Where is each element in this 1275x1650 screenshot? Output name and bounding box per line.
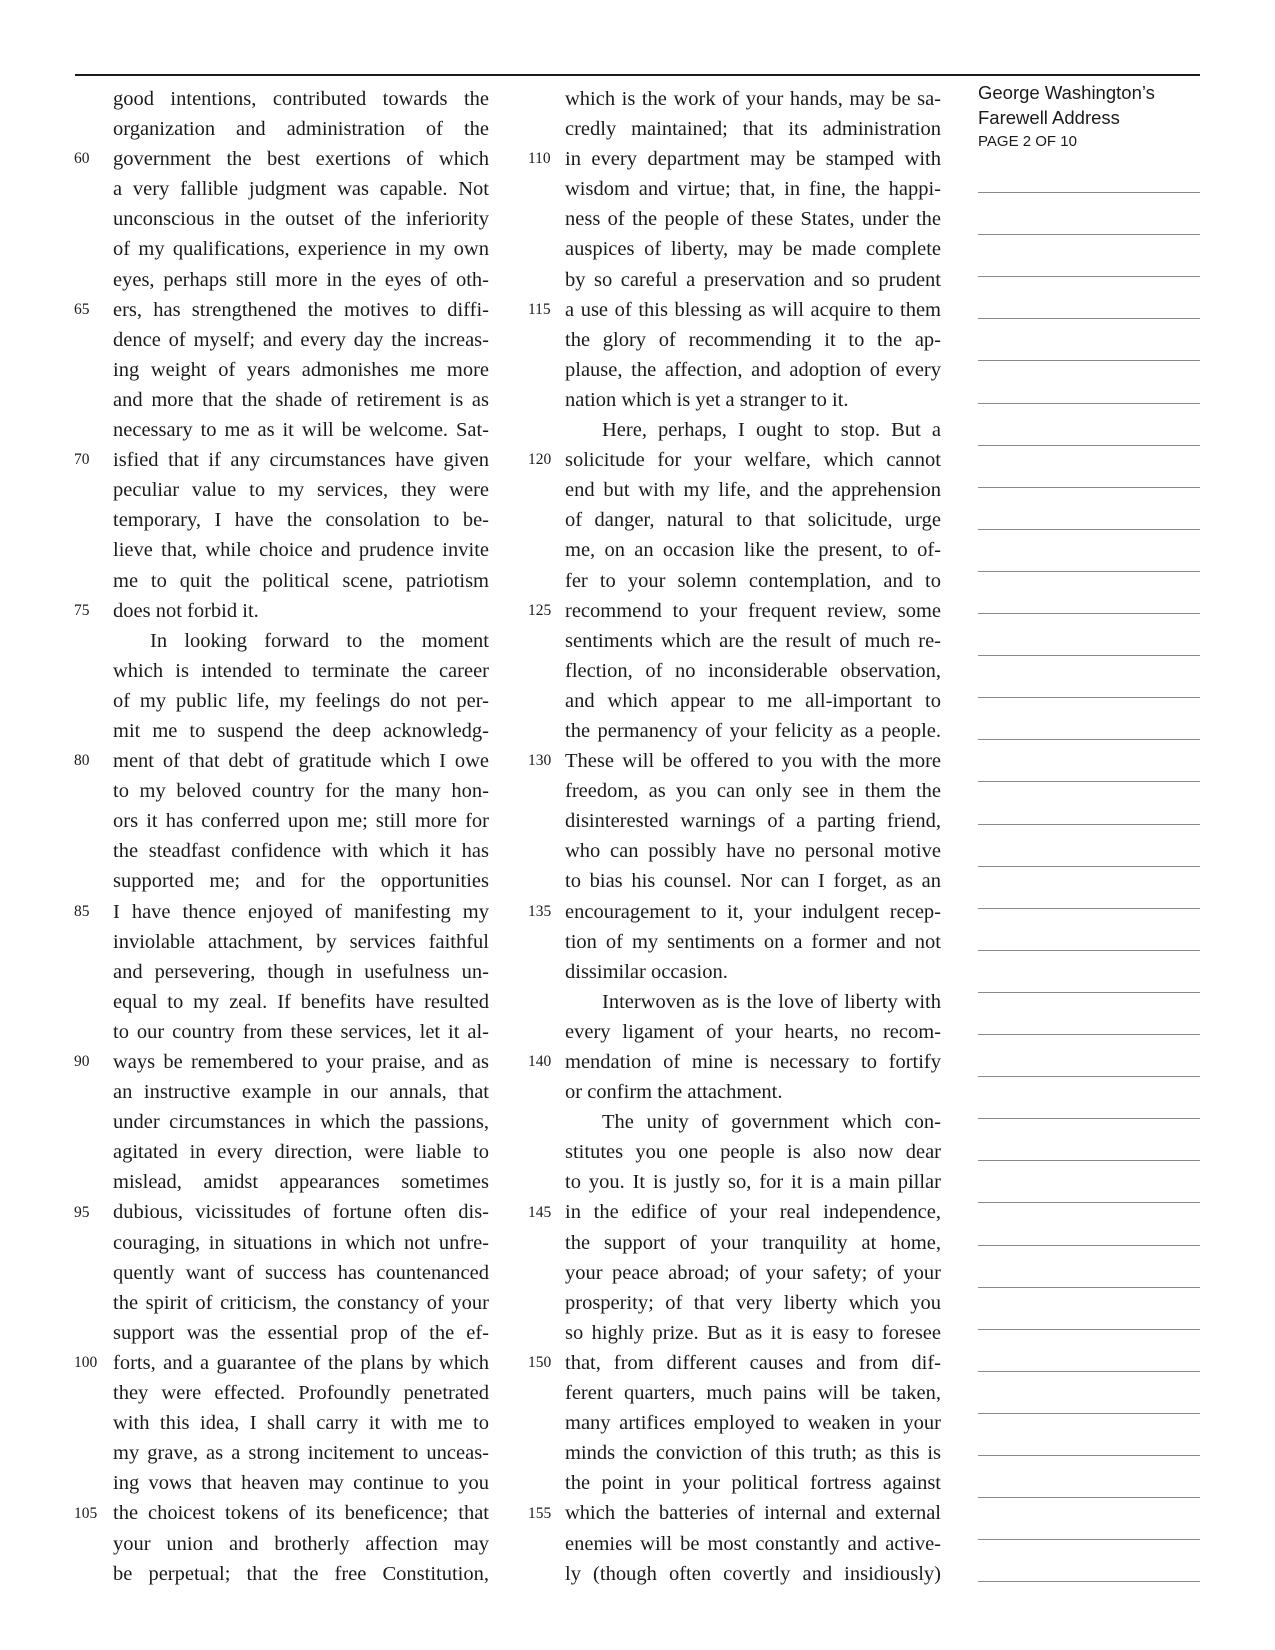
text-line: dence of myself; and every day the increas- xyxy=(113,328,489,351)
text-line: Interwoven as is the love of liberty with xyxy=(602,990,941,1013)
text-line: a very fallible judgment was capable. Not xyxy=(113,178,489,201)
line-number: 125 xyxy=(528,601,552,619)
text-line: equal to my zeal. If benefits have resulted xyxy=(113,990,489,1013)
text-line: and persevering, though in usefulness un- xyxy=(113,960,489,983)
text-line: of danger, natural to that solicitude, urge xyxy=(565,509,941,532)
text-line: disinterested warnings of a parting friend, xyxy=(565,810,941,833)
document-title: George Washington’s Farewell Address xyxy=(978,82,1155,128)
text-line: which is the work of your hands, may be sa- xyxy=(565,88,941,110)
text-line: the point in your political fortress against xyxy=(565,1472,941,1495)
text-line: an instructive example in our annals, that xyxy=(113,1081,489,1104)
text-line: many artifices employed to weaken in your xyxy=(565,1412,941,1435)
text-line: that, from different causes and from dif- xyxy=(565,1351,941,1374)
text-line: ors it has conferred upon me; still more for xyxy=(113,810,489,833)
line-number: 130 xyxy=(528,752,552,770)
text-line: ways be remembered to your praise, and as xyxy=(113,1051,489,1073)
note-rule xyxy=(978,992,1200,993)
text-line: me to quit the political scene, patriotism xyxy=(113,569,489,592)
note-rule xyxy=(978,1581,1200,1582)
note-rule xyxy=(978,445,1200,446)
text-line: couraging, in situations in which not unfre- xyxy=(113,1231,489,1254)
note-rule xyxy=(978,739,1200,740)
text-line: my grave, as a strong incitement to unceas- xyxy=(113,1442,489,1465)
header-rule xyxy=(75,74,1200,76)
text-line: mit me to suspend the deep acknowledg- xyxy=(113,719,489,742)
text-line: in every department may be stamped with xyxy=(565,148,941,171)
note-rule xyxy=(978,1160,1200,1161)
text-line: your peace abroad; of your safety; of your xyxy=(565,1261,941,1284)
text-line: agitated in every direction, were liable to xyxy=(113,1141,489,1164)
document-sidebar xyxy=(978,80,1200,153)
line-number: 100 xyxy=(74,1354,98,1372)
line-number: 140 xyxy=(528,1053,552,1071)
line-number: 145 xyxy=(528,1203,552,1221)
line-number: 110 xyxy=(528,150,551,168)
text-line: support was the essential prop of the ef- xyxy=(113,1321,489,1344)
text-line: ing vows that heaven may continue to you xyxy=(113,1472,489,1495)
text-line: fer to your solemn contemplation, and to xyxy=(565,569,941,592)
text-line: they were effected. Profoundly penetrated xyxy=(113,1382,489,1405)
note-rule xyxy=(978,1413,1200,1414)
text-line: ferent quarters, much pains will be taken, xyxy=(565,1382,941,1405)
text-line: isfied that if any circumstances have given xyxy=(113,449,489,472)
text-line: I have thence enjoyed of manifesting my xyxy=(113,900,489,923)
text-line: who can possibly have no personal motive xyxy=(565,840,941,863)
text-line: every ligament of your hearts, no recom- xyxy=(565,1020,941,1043)
note-rule xyxy=(978,1329,1200,1330)
text-line: wisdom and virtue; that, in fine, the happi- xyxy=(565,178,941,201)
text-line: ing weight of years admonishes me more xyxy=(113,358,489,381)
note-rule xyxy=(978,276,1200,277)
line-number: 65 xyxy=(74,300,90,318)
text-line: Here, perhaps, I ought to stop. But a xyxy=(602,419,941,442)
text-line: mislead, amidst appearances sometimes xyxy=(113,1171,489,1194)
text-line: nation which is yet a stranger to it. xyxy=(565,388,849,411)
text-line: and which appear to me all-important to xyxy=(565,689,941,712)
note-rule xyxy=(978,1076,1200,1077)
text-line: enemies will be most constantly and active- xyxy=(565,1532,941,1555)
text-line: end but with my life, and the apprehension xyxy=(565,479,941,502)
note-rule xyxy=(978,1202,1200,1203)
text-line: recommend to your frequent review, some xyxy=(565,599,941,622)
note-rule xyxy=(978,781,1200,782)
text-line: ly (though often covertly and insidiously) xyxy=(565,1562,941,1585)
text-line: under circumstances in which the passions, xyxy=(113,1111,489,1134)
text-line: mendation of mine is necessary to fortify xyxy=(565,1051,941,1073)
text-line: dubious, vicissitudes of fortune often dis- xyxy=(113,1201,489,1224)
note-rule xyxy=(978,1287,1200,1288)
note-rule xyxy=(978,571,1200,572)
text-line: The unity of government which con- xyxy=(602,1111,941,1134)
note-rule xyxy=(978,950,1200,951)
text-line: to you. It is justly so, for it is a main pillar xyxy=(565,1171,941,1194)
text-line: government the best exertions of which xyxy=(113,148,489,171)
text-line: or confirm the attachment. xyxy=(565,1081,783,1104)
text-line: credly maintained; that its administration xyxy=(565,118,941,141)
text-line: These will be offered to you with the more xyxy=(565,750,941,773)
text-line: solicitude for your welfare, which cannot xyxy=(565,449,941,472)
note-rule xyxy=(978,1034,1200,1035)
page-indicator: PAGE 2 OF 10 xyxy=(978,133,1077,150)
line-number: 80 xyxy=(74,752,90,770)
note-rule xyxy=(978,318,1200,319)
text-line: of my public life, my feelings do not per- xyxy=(113,689,489,712)
text-line: peculiar value to my services, they were xyxy=(113,479,489,502)
text-line: minds the conviction of this truth; as this is xyxy=(565,1442,941,1465)
text-line: organization and administration of the xyxy=(113,118,489,141)
text-line: ers, has strengthened the motives to diffi- xyxy=(113,298,489,321)
text-line: the glory of recommending it to the ap- xyxy=(565,328,941,351)
line-number: 155 xyxy=(528,1504,552,1522)
note-rule xyxy=(978,1371,1200,1372)
text-line: me, on an occasion like the present, to of- xyxy=(565,539,941,562)
note-rule xyxy=(978,697,1200,698)
text-line: in the edifice of your real independence, xyxy=(565,1201,941,1224)
text-line: lieve that, while choice and prudence invite xyxy=(113,539,489,562)
text-line: which the batteries of internal and external xyxy=(565,1502,941,1525)
note-rule xyxy=(978,1455,1200,1456)
line-number: 90 xyxy=(74,1053,90,1071)
text-line: temporary, I have the consolation to be- xyxy=(113,509,489,532)
line-number: 75 xyxy=(74,601,90,619)
note-rule xyxy=(978,1245,1200,1246)
text-line: which is intended to terminate the career xyxy=(113,659,489,682)
text-line: ness of the people of these States, under the xyxy=(565,208,941,231)
text-line: stitutes you one people is also now dear xyxy=(565,1141,941,1164)
note-rule xyxy=(978,360,1200,361)
text-line: quently want of success has countenanced xyxy=(113,1261,489,1284)
text-line: eyes, perhaps still more in the eyes of oth- xyxy=(113,268,489,291)
text-line: by so careful a preservation and so prudent xyxy=(565,268,941,291)
text-line: of my qualifications, experience in my own xyxy=(113,238,489,261)
text-line: and more that the shade of retirement is as xyxy=(113,388,489,411)
note-rule xyxy=(978,1118,1200,1119)
note-rule xyxy=(978,234,1200,235)
text-line: encouragement to it, your indulgent recep- xyxy=(565,900,941,923)
text-line: your union and brotherly affection may xyxy=(113,1532,489,1555)
text-line: the spirit of criticism, the constancy of your xyxy=(113,1291,489,1314)
text-line: to my beloved country for the many hon- xyxy=(113,780,489,803)
note-rule xyxy=(978,529,1200,530)
text-line: does not forbid it. xyxy=(113,599,259,622)
text-line: good intentions, contributed towards the xyxy=(113,88,489,110)
text-line: necessary to me as it will be welcome. Sat- xyxy=(113,419,489,442)
text-line: to bias his counsel. Nor can I forget, as an xyxy=(565,870,941,893)
text-line: tion of my sentiments on a former and not xyxy=(565,930,941,953)
text-line: unconscious in the outset of the inferiority xyxy=(113,208,489,231)
text-line: so highly prize. But as it is easy to foresee xyxy=(565,1321,941,1344)
note-rule xyxy=(978,1539,1200,1540)
note-rule xyxy=(978,824,1200,825)
note-rule xyxy=(978,613,1200,614)
line-number: 60 xyxy=(74,150,90,168)
text-line: be perpetual; that the free Constitution, xyxy=(113,1562,489,1585)
text-line: forts, and a guarantee of the plans by which xyxy=(113,1351,489,1374)
text-line: the support of your tranquility at home, xyxy=(565,1231,941,1254)
text-line: a use of this blessing as will acquire to them xyxy=(565,298,941,321)
text-column-left xyxy=(113,84,489,1589)
note-rule xyxy=(978,1497,1200,1498)
note-rule xyxy=(978,192,1200,193)
text-line: supported me; and for the opportunities xyxy=(113,870,489,893)
text-line: to our country from these services, let it al- xyxy=(113,1020,489,1043)
line-number: 105 xyxy=(74,1504,98,1522)
text-line: the steadfast confidence with which it has xyxy=(113,840,489,863)
text-line: with this idea, I shall carry it with me to xyxy=(113,1412,489,1435)
text-line: In looking forward to the moment xyxy=(150,629,489,652)
note-rule xyxy=(978,655,1200,656)
line-number: 115 xyxy=(528,300,551,318)
line-number: 85 xyxy=(74,902,90,920)
text-line: freedom, as you can only see in them the xyxy=(565,780,941,803)
line-number: 150 xyxy=(528,1354,552,1372)
line-number: 70 xyxy=(74,451,90,469)
line-number: 95 xyxy=(74,1203,90,1221)
text-line: auspices of liberty, may be made complete xyxy=(565,238,941,261)
text-line: inviolable attachment, by services faithful xyxy=(113,930,489,953)
line-number: 120 xyxy=(528,451,552,469)
note-rule xyxy=(978,866,1200,867)
text-column-right xyxy=(565,84,941,1589)
line-number: 135 xyxy=(528,902,552,920)
text-line: sentiments which are the result of much re- xyxy=(565,629,941,652)
text-line: flection, of no inconsiderable observation, xyxy=(565,659,941,682)
text-line: prosperity; of that very liberty which you xyxy=(565,1291,941,1314)
text-line: dissimilar occasion. xyxy=(565,960,728,983)
text-line: the permanency of your felicity as a people. xyxy=(565,719,941,742)
text-line: plause, the affection, and adoption of every xyxy=(565,358,941,381)
text-line: the choicest tokens of its beneficence; that xyxy=(113,1502,489,1525)
note-rule xyxy=(978,403,1200,404)
text-line: ment of that debt of gratitude which I owe xyxy=(113,750,489,773)
note-rule xyxy=(978,487,1200,488)
note-rule xyxy=(978,908,1200,909)
